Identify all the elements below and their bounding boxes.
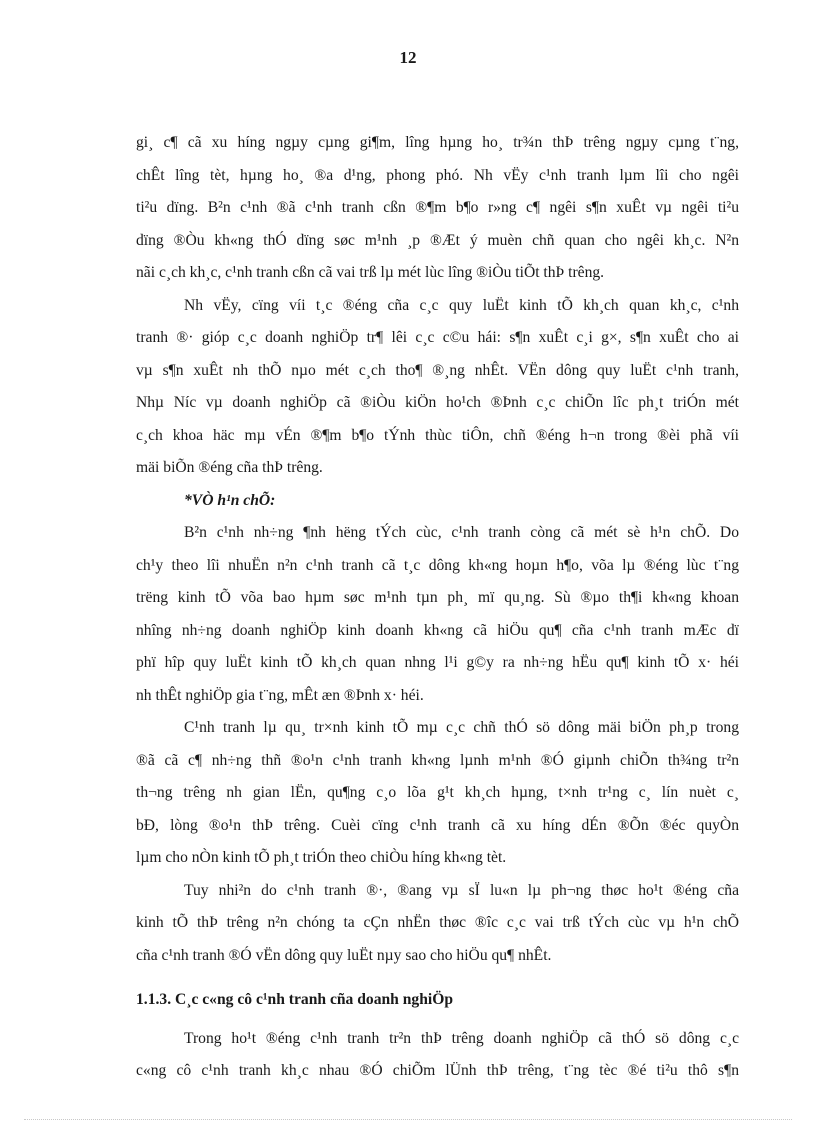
text-line: phï hîp quy luËt kinh tÕ kh¸ch quan nhng l¹i g©y ra nh÷ng hËu qu¶ kinh tÕ x· héi bbox=[136, 654, 739, 671]
text-line: th¬ng trêng nh gian lËn, qu¶ng c¸o lõa g¹t kh¸ch hµng, t×nh tr¹ng c¸ lín nuèt c¸ bbox=[136, 784, 739, 801]
paragraph bbox=[136, 127, 739, 290]
document-body bbox=[136, 127, 739, 1088]
text-line: dïng ®Òu kh«ng thÓ dïng søc m¹nh ¸p ®Æt ý muèn chñ quan cho ngêi kh¸c. N²n bbox=[136, 231, 739, 249]
paragraph bbox=[136, 1023, 739, 1088]
text-line: nh thÊt nghiÖp gia t¨ng, mÊt æn ®Þnh x· héi. bbox=[136, 686, 424, 704]
paragraph bbox=[136, 517, 739, 712]
text-line: chÊt lîng tèt, hµng ho¸ ®a d¹ng, phong phó. Nh vËy c¹nh tranh lµm lîi cho ngêi bbox=[136, 166, 739, 184]
paragraph bbox=[136, 712, 739, 875]
page-bottom-rule bbox=[24, 1119, 792, 1120]
subheading: *VÒ h¹n chÕ: bbox=[184, 491, 276, 509]
page-number: 12 bbox=[399, 48, 417, 67]
text-line: Trong ho¹t ®éng c¹nh tranh tr²n thÞ trêng doanh nghiÖp cã thÓ sö dông c¸c bbox=[184, 1029, 739, 1047]
text-line: Nhµ Níc vµ doanh nghiÖp cã ®iÒu kiÖn ho¹ch ®Þnh c¸c chiÕn lîc ph¸t triÓn mét bbox=[136, 394, 739, 411]
text-line: c¸ch khoa häc mµ vÉn ®¶m b¶o tÝnh thùc tiÔn, chñ ®éng h¬n trong ®èi phã víi bbox=[136, 426, 739, 444]
text-line: ch¹y theo lîi nhuËn n²n c¹nh tranh cã t¸c dông kh«ng hoµn h¶o, võa lµ ®éng lùc t¨ng bbox=[136, 556, 739, 574]
text-line: Tuy nhi²n do c¹nh tranh ®·, ®ang vµ sÏ lu«n lµ ph¬ng thøc ho¹t ®éng cña bbox=[184, 881, 739, 899]
text-line: Nh vËy, cïng víi t¸c ®éng cña c¸c quy luËt kinh tÕ kh¸ch quan kh¸c, c¹nh bbox=[184, 296, 739, 314]
paragraph bbox=[136, 875, 739, 973]
text-line: cña c¹nh tranh ®Ó vËn dông quy luËt nµy sao cho hiÖu qu¶ nhÊt. bbox=[136, 946, 552, 964]
paragraph bbox=[136, 290, 739, 485]
text-line: trëng kinh tÕ võa bao hµm søc m¹nh tµn ph¸ mï qu¸ng. Sù ®µo th¶i kh«ng khoan bbox=[136, 589, 739, 606]
text-line: bÐ, lòng ®o¹n thÞ trêng. Cuèi cïng c¹nh tranh cã xu híng dÉn ®Õn ®éc quyÒn bbox=[136, 816, 739, 834]
text-line: gi¸ c¶ cã xu híng ngµy cµng gi¶m, lîng hµng ho¸ tr¾n thÞ trêng ngµy cµng t¨ng, bbox=[136, 134, 739, 151]
text-line: ti²u dïng. B²n c¹nh ®ã c¹nh tranh cßn ®¶m b¶o r»ng c¶ ngêi s¶n xuÊt vµ ngêi ti²u bbox=[136, 199, 739, 216]
text-line: nãi c¸ch kh¸c, c¹nh tranh cßn cã vai trß lµ mét lùc lîng ®iÒu tiÕt thÞ trêng. bbox=[136, 264, 605, 281]
section-heading: 1.1.3. C¸c c«ng cô c¹nh tranh cña doanh nghiÖp bbox=[136, 991, 454, 1008]
text-line: mäi biÕn ®éng cña thÞ trêng. bbox=[136, 459, 323, 476]
text-line: lµm cho nÒn kinh tÕ ph¸t triÓn theo chiÒu híng kh«ng tèt. bbox=[136, 849, 507, 866]
text-line: vµ s¶n xuÊt nh thÕ nµo mét c¸ch tho¶ ®¸ng nhÊt. VËn dông quy luËt c¹nh tranh, bbox=[136, 361, 739, 379]
text-line: nhîng nh÷ng doanh nghiÖp kinh doanh kh«ng cã hiÖu qu¶ cña c¹nh tranh mÆc dï bbox=[136, 621, 739, 639]
text-line: tranh ®· gióp c¸c doanh nghiÖp tr¶ lêi c¸c c©u hái: s¶n xuÊt c¸i g×, s¶n xuÊt cho ai bbox=[136, 329, 739, 346]
text-line: ®ã cã c¶ nh÷ng thñ ®o¹n c¹nh tranh kh«ng lµnh m¹nh ®Ó giµnh chiÕn th¾ng tr²n bbox=[136, 751, 739, 769]
text-line: C¹nh tranh lµ qu¸ tr×nh kinh tÕ mµ c¸c chñ thÓ sö dông mäi biÖn ph¸p trong bbox=[184, 719, 739, 736]
text-line: kinh tÕ thÞ trêng n²n chóng ta cÇn nhËn thøc ®îc c¸c vai trß tÝch cùc vµ h¹n chÕ bbox=[136, 914, 739, 931]
text-line: c«ng cô c¹nh tranh kh¸c nhau ®Ó chiÕm lÜnh thÞ trêng, t¨ng tèc ®é ti²u thô s¶n bbox=[136, 1062, 739, 1079]
text-line: B²n c¹nh nh÷ng ¶nh hëng tÝch cùc, c¹nh tranh còng cã mét sè h¹n chÕ. Do bbox=[184, 524, 739, 541]
